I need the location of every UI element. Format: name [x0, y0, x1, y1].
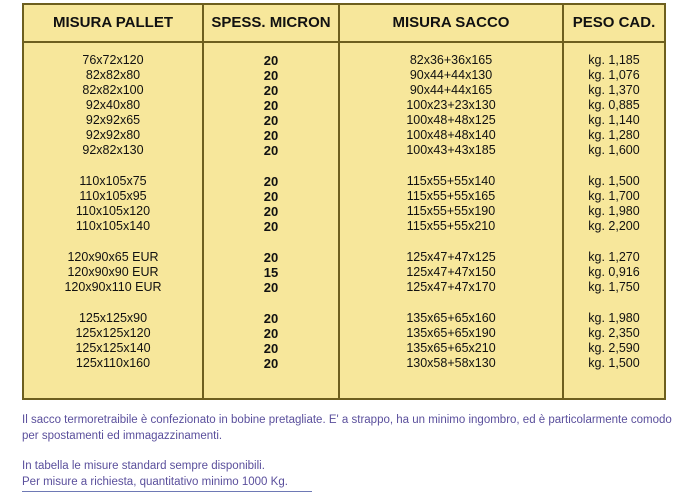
cell-misura-pallet: 76x72x120	[82, 53, 144, 67]
cell-peso-cad: kg. 1,600	[588, 143, 640, 157]
footer-description: Il sacco termoretraibile è confezionato in bobine pretagliate. E' a strappo, ha un minimo ingombro, ed è particolarmente comodo per spostamenti ed immagazzinamenti.	[22, 414, 672, 442]
cell-misura-sacco: 115x55+55x165	[406, 189, 496, 203]
cell-misura-sacco: 100x43+43x185	[406, 143, 496, 157]
group-spacer	[564, 234, 664, 250]
footer-standard-sizes: In tabella le misure standard sempre disponibili.	[22, 460, 265, 472]
cell-spess-micron: 20	[263, 143, 279, 158]
header-misura-sacco: MISURA SACCO	[392, 14, 510, 31]
group-spacer	[204, 295, 338, 311]
pallet-bag-table	[22, 3, 666, 400]
cell-misura-pallet: 92x92x65	[85, 113, 141, 127]
column-misura-pallet	[24, 53, 202, 371]
cell-spess-micron: 20	[263, 326, 279, 341]
cell-spess-micron: 20	[263, 356, 279, 371]
cell-peso-cad: kg. 1,270	[588, 250, 640, 264]
cell-misura-sacco: 82x36+36x165	[409, 53, 493, 67]
cell-peso-cad: kg. 1,750	[588, 280, 640, 294]
cell-misura-sacco: 115x55+55x140	[406, 174, 496, 188]
cell-misura-pallet: 92x40x80	[85, 98, 141, 112]
cell-spess-micron: 20	[263, 250, 279, 265]
cell-misura-pallet: 125x125x140	[75, 341, 151, 355]
cell-peso-cad: kg. 2,590	[588, 341, 640, 355]
cell-misura-pallet: 82x82x80	[85, 68, 141, 82]
group-spacer	[24, 234, 202, 250]
cell-misura-sacco: 125x47+47x170	[406, 280, 496, 294]
cell-misura-pallet: 92x82x130	[82, 143, 144, 157]
group-spacer	[564, 158, 664, 174]
cell-misura-sacco: 135x65+65x190	[406, 326, 496, 340]
cell-peso-cad: kg. 1,185	[588, 53, 640, 67]
group-spacer	[340, 295, 562, 311]
cell-misura-sacco: 115x55+55x210	[406, 219, 496, 233]
cell-misura-sacco: 100x48+48x140	[406, 128, 496, 142]
group-spacer	[340, 234, 562, 250]
cell-spess-micron: 20	[263, 83, 279, 98]
cell-spess-micron: 20	[263, 113, 279, 128]
cell-misura-pallet: 110x105x95	[79, 189, 147, 203]
cell-peso-cad: kg. 1,980	[588, 311, 640, 325]
cell-spess-micron: 20	[263, 189, 279, 204]
cell-misura-sacco: 115x55+55x190	[406, 204, 496, 218]
group-spacer	[204, 158, 338, 174]
cell-misura-sacco: 130x58+58x130	[406, 356, 496, 370]
cell-peso-cad: kg. 1,980	[588, 204, 640, 218]
cell-peso-cad: kg. 2,200	[588, 219, 640, 233]
cell-spess-micron: 15	[263, 265, 279, 280]
group-spacer	[204, 234, 338, 250]
footer-notes	[22, 412, 682, 490]
cell-peso-cad: kg. 1,700	[588, 189, 640, 203]
cell-peso-cad: kg. 0,885	[588, 98, 640, 112]
cell-misura-sacco: 90x44+44x130	[409, 68, 493, 82]
column-spess-micron	[204, 53, 338, 371]
cell-misura-pallet: 110x105x140	[75, 219, 151, 233]
cell-peso-cad: kg. 1,500	[588, 356, 640, 370]
cell-spess-micron: 20	[263, 219, 279, 234]
cell-misura-pallet: 120x90x65 EUR	[67, 250, 159, 264]
cell-misura-pallet: 125x110x160	[75, 356, 151, 370]
cell-misura-pallet: 92x92x80	[85, 128, 141, 142]
cell-spess-micron: 20	[263, 98, 279, 113]
footer-custom-sizes: Per misure a richiesta, quantitativo minimo 1000 Kg.	[22, 476, 288, 488]
table-header-row	[24, 5, 664, 43]
cell-peso-cad: kg. 0,916	[588, 265, 640, 279]
cell-peso-cad: kg. 2,350	[588, 326, 640, 340]
cell-peso-cad: kg. 1,140	[588, 113, 640, 127]
cell-spess-micron: 20	[263, 311, 279, 326]
cell-peso-cad: kg. 1,500	[588, 174, 640, 188]
cell-peso-cad: kg. 1,076	[588, 68, 640, 82]
cell-spess-micron: 20	[263, 204, 279, 219]
cell-misura-sacco: 100x23+23x130	[406, 98, 496, 112]
group-spacer	[24, 158, 202, 174]
footer-rule	[22, 491, 312, 492]
cell-misura-pallet: 120x90x110 EUR	[64, 280, 162, 294]
cell-misura-sacco: 90x44+44x165	[409, 83, 493, 97]
cell-misura-sacco: 125x47+47x125	[406, 250, 496, 264]
cell-peso-cad: kg. 1,280	[588, 128, 640, 142]
column-misura-sacco	[340, 53, 562, 371]
cell-misura-sacco: 100x48+48x125	[406, 113, 496, 127]
header-peso-cad: PESO CAD.	[572, 14, 656, 31]
cell-misura-sacco: 135x65+65x210	[406, 341, 496, 355]
header-spess-micron: SPESS. MICRON	[211, 14, 331, 31]
cell-misura-pallet: 120x90x90 EUR	[67, 265, 159, 279]
cell-spess-micron: 20	[263, 280, 279, 295]
cell-spess-micron: 20	[263, 341, 279, 356]
cell-peso-cad: kg. 1,370	[588, 83, 640, 97]
group-spacer	[340, 158, 562, 174]
group-spacer	[564, 295, 664, 311]
cell-misura-pallet: 125x125x90	[78, 311, 148, 325]
cell-spess-micron: 20	[263, 53, 279, 68]
header-misura-pallet: MISURA PALLET	[53, 14, 173, 31]
cell-misura-pallet: 82x82x100	[82, 83, 144, 97]
cell-misura-sacco: 135x65+65x160	[406, 311, 496, 325]
cell-spess-micron: 20	[263, 68, 279, 83]
cell-misura-sacco: 125x47+47x150	[406, 265, 496, 279]
cell-misura-pallet: 125x125x120	[75, 326, 151, 340]
cell-misura-pallet: 110x105x75	[79, 174, 147, 188]
cell-spess-micron: 20	[263, 128, 279, 143]
column-peso-cad	[564, 53, 664, 371]
cell-spess-micron: 20	[263, 174, 279, 189]
cell-misura-pallet: 110x105x120	[75, 204, 151, 218]
group-spacer	[24, 295, 202, 311]
